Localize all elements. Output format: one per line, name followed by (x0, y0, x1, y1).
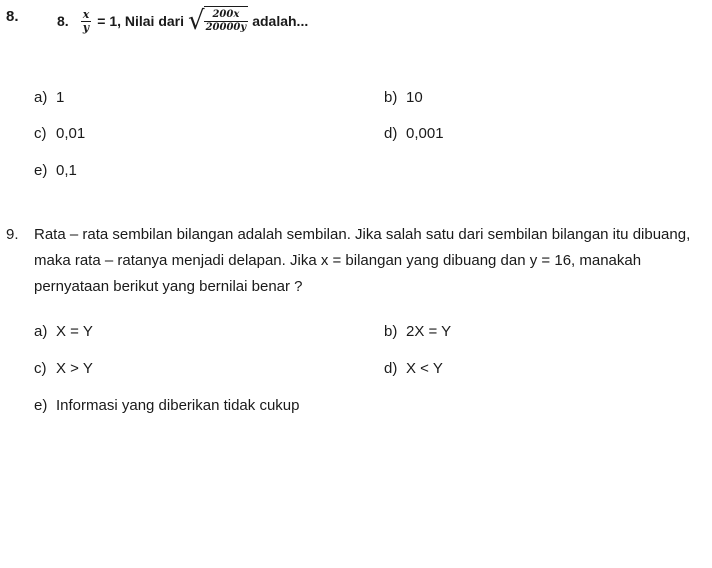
question-9-line-1: Rata – rata sembilan bilangan adalah sembilan. Jika salah satu dari sembilan bilangan itu dibuang, (34, 226, 691, 243)
question-8-inner-number: 8. (57, 13, 69, 29)
option-text: 10 (406, 89, 423, 106)
q8-option-d[interactable] (384, 124, 444, 144)
option-letter: a) (34, 89, 48, 106)
option-letter: d) (384, 125, 398, 142)
option-letter: c) (34, 125, 47, 142)
option-text: 0,01 (56, 125, 86, 142)
fraction-200x-over-20000y (204, 9, 249, 34)
option-letter: e) (34, 162, 48, 179)
square-root-expression (188, 6, 248, 36)
fraction-numerator: x (82, 7, 90, 21)
q8-option-c[interactable] (34, 124, 85, 144)
option-text: 0,1 (56, 162, 77, 179)
question-9-line-3: pernyataan berikut yang bernilai benar ? (34, 278, 303, 295)
option-text: 0,001 (406, 125, 444, 142)
option-letter: d) (384, 360, 398, 377)
option-letter: c) (34, 360, 47, 377)
question-9-line-2: maka rata – ratanya menjadi delapan. Jika x = bilangan yang dibuang dan y = 16, manakah (34, 252, 642, 269)
q9-option-c[interactable] (34, 359, 93, 379)
option-letter: b) (384, 89, 398, 106)
q9-option-b[interactable] (384, 322, 451, 342)
option-letter: b) (384, 323, 398, 340)
option-text: X = Y (56, 323, 93, 340)
q9-option-e[interactable] (34, 396, 299, 416)
q9-option-a[interactable] (34, 322, 93, 342)
option-letter: e) (34, 397, 48, 414)
question-8-stem (57, 6, 308, 36)
option-text: 1 (56, 89, 65, 106)
option-text: X < Y (406, 360, 443, 377)
question-8-number: 8. (6, 8, 19, 25)
fraction-x-over-y (81, 9, 92, 34)
option-letter: a) (34, 323, 48, 340)
fraction-denominator: y (81, 21, 92, 34)
option-text: Informasi yang diberikan tidak cukup (56, 397, 300, 414)
q8-option-e[interactable] (34, 161, 77, 181)
radicand (204, 6, 249, 36)
q8-option-b[interactable] (384, 88, 423, 108)
option-text: 2X = Y (406, 323, 452, 340)
q9-option-d[interactable] (384, 359, 443, 379)
radicand-denominator: 20000y (205, 22, 247, 33)
radicand-numerator: 200x (212, 9, 240, 20)
option-text: X > Y (56, 360, 93, 377)
q8-option-a[interactable] (34, 88, 64, 108)
radical-sign-icon: √ (188, 6, 205, 36)
question-9-number: 9. (6, 226, 19, 243)
question-8-tail: adalah... (252, 13, 309, 29)
equals-one-text: = 1, Nilai dari (97, 13, 185, 29)
